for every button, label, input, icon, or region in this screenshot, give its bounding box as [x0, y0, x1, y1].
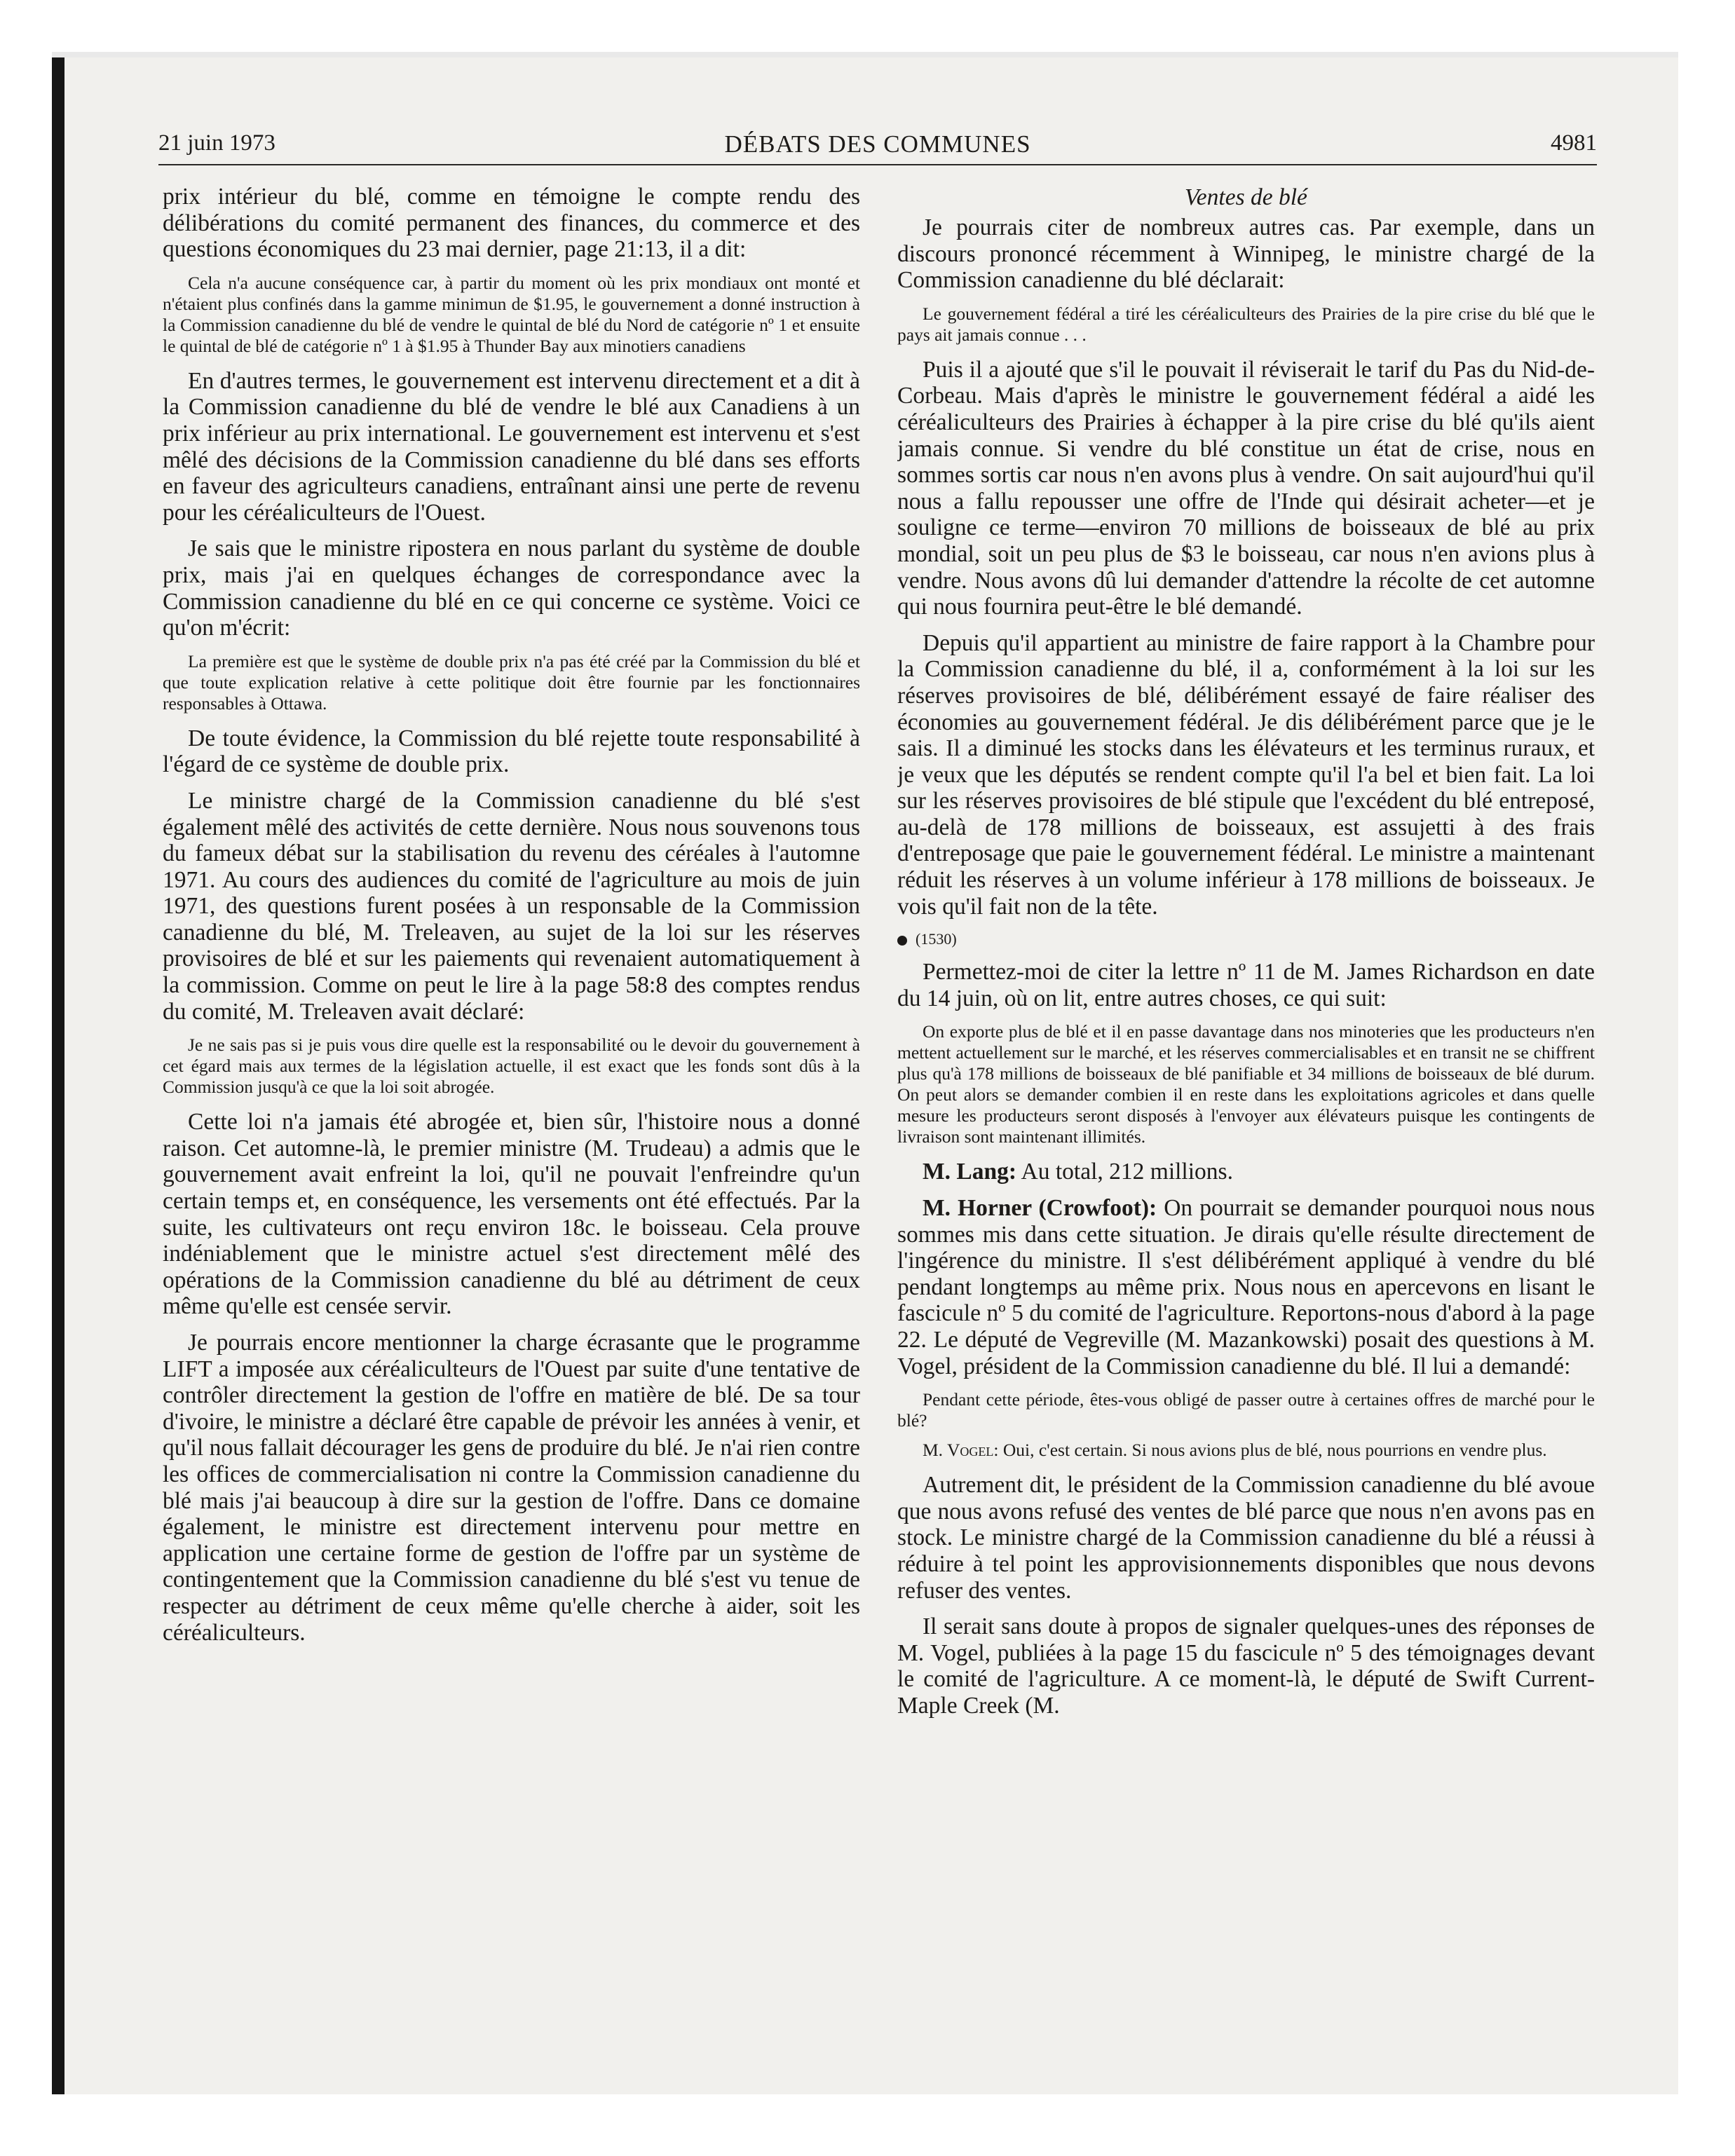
scan-edge-shadow — [52, 52, 64, 2094]
quotation: Le gouvernement fédéral a tiré les céréaliculteurs des Prairies de la pire crise du blé que le pays ait jamais connue . . . — [897, 303, 1595, 345]
running-header — [158, 130, 1597, 164]
paragraph: Cette loi n'a jamais été abrogée et, bien sûr, l'histoire nous a donné raison. Cet automne-là, le premier ministre (M. Trudeau) a admis que le gouvernement avait enfreint la loi, qu'il ne pouvait l'enfreindre qu'un certain temps et, en conséquence, les versements ont été effectués. Par la suite, les cultivateurs ont reçu environ 18c. le boisseau. Cela prouve indéniablement que le ministre actuel s'est directement mêlé des opérations de la Commission canadienne du blé au détriment de ceux même qu'elle est censée servir. — [163, 1109, 860, 1320]
paragraph: prix intérieur du blé, comme en témoigne le compte rendu des délibérations du comité permanent des finances, du commerce et des questions économiques du 23 mai dernier, page 21:13, il a dit: — [163, 184, 860, 263]
quotation: Je ne sais pas si je puis vous dire quelle est la responsabilité ou le devoir du gouvernement à cet égard mais aux termes de la législation actuelle, il est exact que les fonds sont dûs à la Commission jusqu'à ce que la loi soit abrogée. — [163, 1035, 860, 1098]
quotation: La première est que le système de double prix n'a pas été créé par la Commission du blé et que toute explication relative à cette politique doit être fournie par les fonctionnaires responsables à Ottawa. — [163, 650, 860, 714]
speech-text: On pourrait se demander pourquoi nous nous sommes mis dans cette situation. Je dirais qu'elle résulte directement de l'ingérence du ministre. Il s'est délibérément appliqué à vendre du blé pendant longtemps au même prix. Nous nous en apercevons en lisant le fascicule nº 5 du comité de l'agriculture. Reportons-nous d'abord à la page 22. Le député de Vegreville (M. Mazankowski) posait des questions à M. Vogel, président de la Commission canadienne du blé. Il lui a demandé: — [897, 1195, 1595, 1379]
header-date: 21 juin 1973 — [158, 130, 275, 156]
bullet-icon — [897, 936, 907, 946]
paragraph: Le ministre chargé de la Commission canadienne du blé s'est également mêlé des activités de cette dernière. Nous nous souvenons tous du fameux débat sur la stabilisation du revenu des céréales à l'automne 1971. Au cours des audiences du comité de l'agriculture au mois de juin 1971, des questions furent posées à un responsable de la Commission canadienne du blé, M. Treleaven, au sujet de la loi sur les réserves provisoires de blé et sur les paiements qui revenaient automatiquement à la commission. Comme on peut le lire à la page 58:8 des comptes rendus du comité, M. Treleaven avait déclaré: — [163, 787, 860, 1025]
section-subhead: Ventes de blé — [1185, 184, 1307, 210]
quotation: Pendant cette période, êtes-vous obligé de passer outre à certaines offres de marché pour le blé? — [897, 1389, 1595, 1431]
paragraph: Puis il a ajouté que s'il le pouvait il réviserait le tarif du Pas du Nid-de-Corbeau. Mais d'après le ministre le gouvernement fédéral a aidé les céréaliculteurs des Prairies à échapper à la pire crise du blé qu'ils aient jamais connue. Si vendre du blé constitue un état de crise, nous en sommes sortis car nous n'en avons plus à vendre. On sait aujourd'hui qu'il nous a fallu repousser une offre de l'Inde qui désirait acheter—et je souligne ce terme—environ 70 millions de boisseaux de blé au prix mondial, soit un peu plus de $3 le boisseau, car nous n'en avions plus à vendre. Nous avons dû lui demander d'attendre la récolte de cet automne qui nous fournira peut-être le blé demandé. — [897, 356, 1595, 620]
quotation: On exporte plus de blé et il en passe davantage dans nos minoteries que les producteurs n'en mettent actuellement sur le marché, et les réserves commercialisables et en transit ne se chiffrent plus qu'à 178 millions de boisseaux de blé panifiable et 34 millions de boisseaux de blé durum. On peut alors se demander combien il en reste dans les exploitations agricoles et dans quelle mesure les producteurs seront disposés à l'envoyer aux élévateurs puisque les contingents de livraison sont maintenant illimités. — [897, 1021, 1595, 1147]
paragraph: Il serait sans doute à propos de signaler quelques-unes des réponses de M. Vogel, publiées à la page 15 du fascicule nº 5 des témoignages devant le comité de l'agriculture. A ce moment-là, le député de Swift Current-Maple Creek (M. — [897, 1613, 1595, 1719]
header-page-number: 4981 — [1551, 130, 1597, 156]
paragraph: Je sais que le ministre ripostera en nous parlant du système de double prix, mais j'ai en quelques échanges de correspondance avec la Commission canadienne du blé en ce qui concerne ce système. Voici ce qu'on m'écrit: — [163, 535, 860, 641]
paragraph: Je pourrais citer de nombreux autres cas. Par exemple, dans un discours prononcé récemment à Winnipeg, le ministre chargé de la Commission canadienne du blé déclarait: — [897, 214, 1595, 294]
paragraph: Autrement dit, le président de la Commission canadienne du blé avoue que nous avons refusé des ventes de blé parce que nous n'en avons pas en stock. Le ministre chargé de la Commission canadienne du blé a réussi à réduire à tel point les approvisionnements disponibles que nous devons refuser des ventes. — [897, 1472, 1595, 1604]
speaker-name: M. Lang: — [923, 1159, 1016, 1185]
paragraph: Permettez-moi de citer la lettre nº 11 de M. James Richardson en date du 14 juin, où on lit, entre autres choses, ce qui suit: — [897, 959, 1595, 1011]
speech-text: Au total, 212 millions. — [1016, 1159, 1233, 1185]
speaker-name: M. Horner (Crowfoot): — [923, 1195, 1157, 1222]
header-title: DÉBATS DES COMMUNES — [724, 130, 1031, 158]
time-marker — [897, 929, 1595, 949]
paragraph: Je pourrais encore mentionner la charge écrasante que le programme LIFT a imposée aux céréaliculteurs de l'Ouest par suite d'une tentative de contrôler directement la gestion de l'offre en matière de blé. De sa tour d'ivoire, le ministre a déclaré être capable de prévoir les années à venir, et qu'il nous fallait décourager les gens de produire du blé. Je n'ai rien contre les offices de commercialisation ni contre la Commission canadienne du blé mais j'ai beaucoup à dire sur la gestion de l'offre. Dans ce domaine également, le ministre est directement intervenu pour mettre en application une certaine forme de gestion de l'offre par un système de contingentement que la Commission canadienne du blé s'est vu tenue de respecter au détriment de ceux même qu'elle cherche à aider, soit les céréaliculteurs. — [163, 1330, 860, 1646]
time-marker-label: (1530) — [916, 930, 957, 948]
speaker-name: M. Vogel: — [923, 1440, 999, 1461]
header-rule — [158, 164, 1597, 165]
quotation-vogel — [897, 1440, 1595, 1461]
right-column — [897, 184, 1595, 2020]
left-column — [163, 184, 860, 2020]
speech-horner — [897, 1195, 1595, 1379]
speech-text: Oui, c'est certain. Si nous avions plus de blé, nous pourrions en vendre plus. — [998, 1440, 1547, 1461]
paragraph: En d'autres termes, le gouvernement est intervenu directement et a dit à la Commission canadienne du blé de vendre le blé aux Canadiens à un prix inférieur au prix international. Le gouvernement est intervenu et s'est mêlé des décisions de la Commission canadienne du blé dans ses efforts en faveur des agriculteurs canadiens, entraînant ainsi une perte de revenu pour les céréaliculteurs de l'Ouest. — [163, 367, 860, 526]
paragraph: Depuis qu'il appartient au ministre de faire rapport à la Chambre pour la Commission canadienne du blé, il a, conformément à la loi sur les réserves provisoires de blé, délibérément essayé de faire réaliser des économies au gouvernement fédéral. Je dis délibérément parce que je le sais. Il a diminué les stocks dans les élévateurs et les terminus ruraux, et je veux que les députés se rendent compte qu'il l'a bel et bien fait. La loi sur les réserves provisoires de blé stipule que l'excédent du blé entreposé, au-delà de 178 millions de boisseaux, est assujetti à des frais d'entreposage que paie le gouvernement fédéral. Le ministre a maintenant réduit les réserves à un volume inférieur à 178 millions de boisseaux. Je vois qu'il fait non de la tête. — [897, 629, 1595, 920]
quotation: Cela n'a aucune conséquence car, à partir du moment où les prix mondiaux ont monté et n'étaient plus confinés dans la gamme minimun de $1.95, le gouvernement a donné instruction à la Commission canadienne du blé de vendre le quintal de blé du Nord de catégorie nº 1 et ensuite le quintal de blé de catégorie nº 1 à $1.95 à Thunder Bay aux minotiers canadiens — [163, 272, 860, 356]
paragraph: De toute évidence, la Commission du blé rejette toute responsabilité à l'égard de ce système de double prix. — [163, 725, 860, 778]
speech-lang — [897, 1159, 1595, 1185]
scan-top-margin — [52, 52, 1678, 57]
